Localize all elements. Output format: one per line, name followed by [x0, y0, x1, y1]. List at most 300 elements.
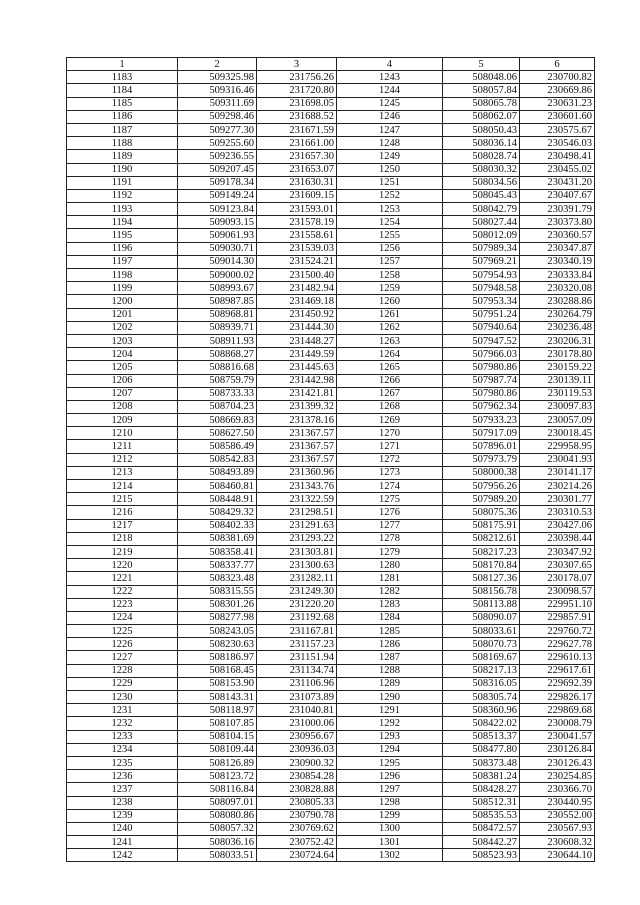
- table-row: [67, 611, 595, 624]
- table-row: [67, 255, 595, 268]
- y-coordinate-cell: 230320.08: [520, 282, 595, 295]
- y-coordinate-cell: 230141.17: [520, 466, 595, 479]
- point-number-cell: 1252: [337, 189, 443, 202]
- header-row: [67, 58, 595, 71]
- table-row: [67, 506, 595, 519]
- y-coordinate-cell: 230307.65: [520, 559, 595, 572]
- y-coordinate-cell: 230333.84: [520, 269, 595, 282]
- point-number-cell: 1229: [67, 677, 178, 690]
- point-number-cell: 1290: [337, 691, 443, 704]
- point-number-cell: 1284: [337, 611, 443, 624]
- point-number-cell: 1300: [337, 822, 443, 835]
- y-coordinate-cell: 229627.78: [520, 638, 595, 651]
- point-number-cell: 1285: [337, 625, 443, 638]
- x-coordinate-cell: 508057.32: [178, 822, 257, 835]
- x-coordinate-cell: 508080.86: [178, 809, 257, 822]
- x-coordinate-cell: 509014.30: [178, 255, 257, 268]
- y-coordinate-cell: 230700.82: [520, 71, 595, 84]
- x-coordinate-cell: 508212.61: [443, 532, 520, 545]
- x-coordinate-cell: 508373.48: [443, 756, 520, 769]
- point-number-cell: 1208: [67, 400, 178, 413]
- x-coordinate-cell: 508422.02: [443, 717, 520, 730]
- point-number-cell: 1223: [67, 598, 178, 611]
- point-number-cell: 1254: [337, 216, 443, 229]
- y-coordinate-cell: 231378.16: [257, 414, 337, 427]
- y-coordinate-cell: 230288.86: [520, 295, 595, 308]
- x-coordinate-cell: 508217.23: [443, 545, 520, 558]
- y-coordinate-cell: 229951.10: [520, 598, 595, 611]
- x-coordinate-cell: 508627.50: [178, 427, 257, 440]
- x-coordinate-cell: 508143.31: [178, 691, 257, 704]
- table-row: [67, 71, 595, 84]
- y-coordinate-cell: 230018.45: [520, 427, 595, 440]
- table-row: [67, 361, 595, 374]
- table-row: [67, 308, 595, 321]
- x-coordinate-cell: 508429.32: [178, 506, 257, 519]
- table-row: [67, 756, 595, 769]
- y-coordinate-cell: 231539.03: [257, 242, 337, 255]
- x-coordinate-cell: 508033.51: [178, 849, 257, 862]
- point-number-cell: 1235: [67, 756, 178, 769]
- y-coordinate-cell: 231756.26: [257, 71, 337, 84]
- point-number-cell: 1279: [337, 545, 443, 558]
- y-coordinate-cell: 230407.67: [520, 189, 595, 202]
- y-coordinate-cell: 230769.62: [257, 822, 337, 835]
- y-coordinate-cell: 230790.78: [257, 809, 337, 822]
- y-coordinate-cell: 229760.72: [520, 625, 595, 638]
- table-row: [67, 189, 595, 202]
- point-number-cell: 1202: [67, 321, 178, 334]
- x-coordinate-cell: 508109.44: [178, 743, 257, 756]
- table-row: [67, 295, 595, 308]
- point-number-cell: 1201: [67, 308, 178, 321]
- column-header: 6: [520, 58, 595, 71]
- y-coordinate-cell: 230936.03: [257, 743, 337, 756]
- table-row: [67, 480, 595, 493]
- point-number-cell: 1200: [67, 295, 178, 308]
- point-number-cell: 1262: [337, 321, 443, 334]
- point-number-cell: 1227: [67, 651, 178, 664]
- x-coordinate-cell: 509093.15: [178, 216, 257, 229]
- x-coordinate-cell: 508939.71: [178, 321, 257, 334]
- x-coordinate-cell: 508358.41: [178, 545, 257, 558]
- point-number-cell: 1234: [67, 743, 178, 756]
- point-number-cell: 1219: [67, 545, 178, 558]
- x-coordinate-cell: 508512.31: [443, 796, 520, 809]
- x-coordinate-cell: 508170.84: [443, 559, 520, 572]
- x-coordinate-cell: 508153.90: [178, 677, 257, 690]
- y-coordinate-cell: 230057.09: [520, 414, 595, 427]
- x-coordinate-cell: 509178.34: [178, 176, 257, 189]
- point-number-cell: 1244: [337, 84, 443, 97]
- x-coordinate-cell: 508113.88: [443, 598, 520, 611]
- x-coordinate-cell: 507951.24: [443, 308, 520, 321]
- table-row: [67, 453, 595, 466]
- y-coordinate-cell: 230546.03: [520, 137, 595, 150]
- point-number-cell: 1242: [67, 849, 178, 862]
- x-coordinate-cell: 508586.49: [178, 440, 257, 453]
- point-number-cell: 1192: [67, 189, 178, 202]
- y-coordinate-cell: 230264.79: [520, 308, 595, 321]
- y-coordinate-cell: 231040.81: [257, 704, 337, 717]
- table-row: [67, 348, 595, 361]
- point-number-cell: 1206: [67, 374, 178, 387]
- column-header: 3: [257, 58, 337, 71]
- y-coordinate-cell: 229869.68: [520, 704, 595, 717]
- x-coordinate-cell: 508472.57: [443, 822, 520, 835]
- x-coordinate-cell: 508535.53: [443, 809, 520, 822]
- x-coordinate-cell: 508381.69: [178, 532, 257, 545]
- y-coordinate-cell: 230644.10: [520, 849, 595, 862]
- x-coordinate-cell: 507989.34: [443, 242, 520, 255]
- point-number-cell: 1245: [337, 97, 443, 110]
- table-row: [67, 625, 595, 638]
- table-row: [67, 97, 595, 110]
- y-coordinate-cell: 230608.32: [520, 836, 595, 849]
- y-coordinate-cell: 230373.80: [520, 216, 595, 229]
- table-body: [67, 71, 595, 862]
- point-number-cell: 1191: [67, 176, 178, 189]
- x-coordinate-cell: 507896.01: [443, 440, 520, 453]
- y-coordinate-cell: 231657.30: [257, 150, 337, 163]
- point-number-cell: 1239: [67, 809, 178, 822]
- y-coordinate-cell: 230159.22: [520, 361, 595, 374]
- x-coordinate-cell: 508460.81: [178, 480, 257, 493]
- point-number-cell: 1299: [337, 809, 443, 822]
- point-number-cell: 1238: [67, 796, 178, 809]
- point-number-cell: 1218: [67, 532, 178, 545]
- point-number-cell: 1264: [337, 348, 443, 361]
- point-number-cell: 1205: [67, 361, 178, 374]
- point-number-cell: 1212: [67, 453, 178, 466]
- x-coordinate-cell: 508243.05: [178, 625, 257, 638]
- y-coordinate-cell: 229610.13: [520, 651, 595, 664]
- point-number-cell: 1231: [67, 704, 178, 717]
- point-number-cell: 1248: [337, 137, 443, 150]
- table-row: [67, 743, 595, 756]
- x-coordinate-cell: 508065.78: [443, 97, 520, 110]
- point-number-cell: 1222: [67, 585, 178, 598]
- x-coordinate-cell: 509325.98: [178, 71, 257, 84]
- x-coordinate-cell: 508156.78: [443, 585, 520, 598]
- point-number-cell: 1194: [67, 216, 178, 229]
- point-number-cell: 1220: [67, 559, 178, 572]
- point-number-cell: 1228: [67, 664, 178, 677]
- table-row: [67, 440, 595, 453]
- y-coordinate-cell: 231469.18: [257, 295, 337, 308]
- y-coordinate-cell: 230805.33: [257, 796, 337, 809]
- x-coordinate-cell: 508428.27: [443, 783, 520, 796]
- table-row: [67, 84, 595, 97]
- point-number-cell: 1269: [337, 414, 443, 427]
- point-number-cell: 1266: [337, 374, 443, 387]
- x-coordinate-cell: 508169.67: [443, 651, 520, 664]
- x-coordinate-cell: 508402.33: [178, 519, 257, 532]
- coordinates-table: [66, 57, 595, 862]
- point-number-cell: 1221: [67, 572, 178, 585]
- x-coordinate-cell: 508045.43: [443, 189, 520, 202]
- y-coordinate-cell: 230366.70: [520, 783, 595, 796]
- y-coordinate-cell: 231720.80: [257, 84, 337, 97]
- x-coordinate-cell: 508868.27: [178, 348, 257, 361]
- x-coordinate-cell: 508127.36: [443, 572, 520, 585]
- x-coordinate-cell: 509000.02: [178, 269, 257, 282]
- point-number-cell: 1297: [337, 783, 443, 796]
- y-coordinate-cell: 230347.92: [520, 545, 595, 558]
- table-row: [67, 269, 595, 282]
- column-header: 1: [67, 58, 178, 71]
- y-coordinate-cell: 230301.77: [520, 493, 595, 506]
- point-number-cell: 1190: [67, 163, 178, 176]
- point-number-cell: 1187: [67, 123, 178, 136]
- table-row: [67, 334, 595, 347]
- x-coordinate-cell: 507948.58: [443, 282, 520, 295]
- table-row: [67, 559, 595, 572]
- table-row: [67, 704, 595, 717]
- y-coordinate-cell: 231688.52: [257, 110, 337, 123]
- x-coordinate-cell: 508036.16: [178, 836, 257, 849]
- x-coordinate-cell: 508493.89: [178, 466, 257, 479]
- point-number-cell: 1267: [337, 387, 443, 400]
- y-coordinate-cell: 230214.26: [520, 480, 595, 493]
- point-number-cell: 1246: [337, 110, 443, 123]
- x-coordinate-cell: 508816.68: [178, 361, 257, 374]
- x-coordinate-cell: 507980.86: [443, 387, 520, 400]
- y-coordinate-cell: 231421.81: [257, 387, 337, 400]
- table-row: [67, 545, 595, 558]
- table-row: [67, 717, 595, 730]
- x-coordinate-cell: 508075.36: [443, 506, 520, 519]
- y-coordinate-cell: 230097.83: [520, 400, 595, 413]
- x-coordinate-cell: 508448.91: [178, 493, 257, 506]
- table-row: [67, 176, 595, 189]
- y-coordinate-cell: 231291.63: [257, 519, 337, 532]
- y-coordinate-cell: 230178.07: [520, 572, 595, 585]
- x-coordinate-cell: 508315.55: [178, 585, 257, 598]
- y-coordinate-cell: 231167.81: [257, 625, 337, 638]
- y-coordinate-cell: 231367.57: [257, 427, 337, 440]
- y-coordinate-cell: 231449.59: [257, 348, 337, 361]
- y-coordinate-cell: 230236.48: [520, 321, 595, 334]
- y-coordinate-cell: 229617.61: [520, 664, 595, 677]
- y-coordinate-cell: 231298.51: [257, 506, 337, 519]
- table-row: [67, 519, 595, 532]
- y-coordinate-cell: 231630.31: [257, 176, 337, 189]
- x-coordinate-cell: 507940.64: [443, 321, 520, 334]
- x-coordinate-cell: 508050.43: [443, 123, 520, 136]
- y-coordinate-cell: 229826.17: [520, 691, 595, 704]
- x-coordinate-cell: 508305.74: [443, 691, 520, 704]
- y-coordinate-cell: 230752.42: [257, 836, 337, 849]
- point-number-cell: 1280: [337, 559, 443, 572]
- point-number-cell: 1230: [67, 691, 178, 704]
- x-coordinate-cell: 507989.20: [443, 493, 520, 506]
- point-number-cell: 1185: [67, 97, 178, 110]
- y-coordinate-cell: 231671.59: [257, 123, 337, 136]
- point-number-cell: 1286: [337, 638, 443, 651]
- y-coordinate-cell: 230854.28: [257, 770, 337, 783]
- x-coordinate-cell: 508704.23: [178, 400, 257, 413]
- x-coordinate-cell: 509255.60: [178, 137, 257, 150]
- x-coordinate-cell: 508048.06: [443, 71, 520, 84]
- x-coordinate-cell: 508337.77: [178, 559, 257, 572]
- point-number-cell: 1253: [337, 203, 443, 216]
- point-number-cell: 1260: [337, 295, 443, 308]
- x-coordinate-cell: 508000.38: [443, 466, 520, 479]
- point-number-cell: 1255: [337, 229, 443, 242]
- y-coordinate-cell: 230041.57: [520, 730, 595, 743]
- y-coordinate-cell: 231661.00: [257, 137, 337, 150]
- point-number-cell: 1293: [337, 730, 443, 743]
- point-number-cell: 1270: [337, 427, 443, 440]
- table-row: [67, 532, 595, 545]
- x-coordinate-cell: 508118.97: [178, 704, 257, 717]
- y-coordinate-cell: 229692.39: [520, 677, 595, 690]
- column-header: 5: [443, 58, 520, 71]
- point-number-cell: 1276: [337, 506, 443, 519]
- y-coordinate-cell: 231578.19: [257, 216, 337, 229]
- y-coordinate-cell: 231293.22: [257, 532, 337, 545]
- point-number-cell: 1193: [67, 203, 178, 216]
- y-coordinate-cell: 229958.95: [520, 440, 595, 453]
- y-coordinate-cell: 230601.60: [520, 110, 595, 123]
- y-coordinate-cell: 231360.96: [257, 466, 337, 479]
- point-number-cell: 1210: [67, 427, 178, 440]
- x-coordinate-cell: 508042.79: [443, 203, 520, 216]
- y-coordinate-cell: 230098.57: [520, 585, 595, 598]
- x-coordinate-cell: 508116.84: [178, 783, 257, 796]
- x-coordinate-cell: 508513.37: [443, 730, 520, 743]
- y-coordinate-cell: 230498.41: [520, 150, 595, 163]
- column-header: 4: [337, 58, 443, 71]
- point-number-cell: 1236: [67, 770, 178, 783]
- y-coordinate-cell: 231303.81: [257, 545, 337, 558]
- point-number-cell: 1217: [67, 519, 178, 532]
- x-coordinate-cell: 509236.55: [178, 150, 257, 163]
- x-coordinate-cell: 508034.56: [443, 176, 520, 189]
- x-coordinate-cell: 508036.14: [443, 137, 520, 150]
- x-coordinate-cell: 508030.32: [443, 163, 520, 176]
- point-number-cell: 1249: [337, 150, 443, 163]
- y-coordinate-cell: 230340.19: [520, 255, 595, 268]
- point-number-cell: 1259: [337, 282, 443, 295]
- table-row: [67, 466, 595, 479]
- y-coordinate-cell: 230440.95: [520, 796, 595, 809]
- x-coordinate-cell: 508759.79: [178, 374, 257, 387]
- table-row: [67, 163, 595, 176]
- point-number-cell: 1241: [67, 836, 178, 849]
- y-coordinate-cell: 230427.06: [520, 519, 595, 532]
- point-number-cell: 1258: [337, 269, 443, 282]
- point-number-cell: 1224: [67, 611, 178, 624]
- y-coordinate-cell: 230310.53: [520, 506, 595, 519]
- x-coordinate-cell: 508062.07: [443, 110, 520, 123]
- x-coordinate-cell: 509311.69: [178, 97, 257, 110]
- x-coordinate-cell: 508968.81: [178, 308, 257, 321]
- table-row: [67, 282, 595, 295]
- x-coordinate-cell: 507980.86: [443, 361, 520, 374]
- y-coordinate-cell: 230900.32: [257, 756, 337, 769]
- y-coordinate-cell: 230254.85: [520, 770, 595, 783]
- point-number-cell: 1271: [337, 440, 443, 453]
- table-row: [67, 691, 595, 704]
- x-coordinate-cell: 508033.61: [443, 625, 520, 638]
- x-coordinate-cell: 507953.34: [443, 295, 520, 308]
- point-number-cell: 1247: [337, 123, 443, 136]
- point-number-cell: 1302: [337, 849, 443, 862]
- y-coordinate-cell: 231524.21: [257, 255, 337, 268]
- point-number-cell: 1209: [67, 414, 178, 427]
- y-coordinate-cell: 230041.93: [520, 453, 595, 466]
- y-coordinate-cell: 230119.53: [520, 387, 595, 400]
- x-coordinate-cell: 508987.85: [178, 295, 257, 308]
- y-coordinate-cell: 231442.98: [257, 374, 337, 387]
- x-coordinate-cell: 508277.98: [178, 611, 257, 624]
- table-row: [67, 150, 595, 163]
- table-row: [67, 796, 595, 809]
- point-number-cell: 1207: [67, 387, 178, 400]
- point-number-cell: 1195: [67, 229, 178, 242]
- point-number-cell: 1263: [337, 334, 443, 347]
- y-coordinate-cell: 231450.92: [257, 308, 337, 321]
- y-coordinate-cell: 230126.84: [520, 743, 595, 756]
- table-row: [67, 809, 595, 822]
- point-number-cell: 1278: [337, 532, 443, 545]
- x-coordinate-cell: 508070.73: [443, 638, 520, 651]
- point-number-cell: 1281: [337, 572, 443, 585]
- y-coordinate-cell: 230956.67: [257, 730, 337, 743]
- table-row: [67, 321, 595, 334]
- point-number-cell: 1216: [67, 506, 178, 519]
- table-row: [67, 638, 595, 651]
- x-coordinate-cell: 508733.33: [178, 387, 257, 400]
- x-coordinate-cell: 508217.13: [443, 664, 520, 677]
- point-number-cell: 1183: [67, 71, 178, 84]
- x-coordinate-cell: 508097.01: [178, 796, 257, 809]
- x-coordinate-cell: 508126.89: [178, 756, 257, 769]
- y-coordinate-cell: 231448.27: [257, 334, 337, 347]
- point-number-cell: 1240: [67, 822, 178, 835]
- point-number-cell: 1198: [67, 269, 178, 282]
- x-coordinate-cell: 509316.46: [178, 84, 257, 97]
- x-coordinate-cell: 508090.07: [443, 611, 520, 624]
- table-row: [67, 770, 595, 783]
- point-number-cell: 1274: [337, 480, 443, 493]
- x-coordinate-cell: 507966.03: [443, 348, 520, 361]
- table-row: [67, 849, 595, 862]
- y-coordinate-cell: 231300.63: [257, 559, 337, 572]
- table-row: [67, 216, 595, 229]
- y-coordinate-cell: 231399.32: [257, 400, 337, 413]
- table-row: [67, 493, 595, 506]
- y-coordinate-cell: 231500.40: [257, 269, 337, 282]
- x-coordinate-cell: 508523.93: [443, 849, 520, 862]
- point-number-cell: 1292: [337, 717, 443, 730]
- x-coordinate-cell: 508123.72: [178, 770, 257, 783]
- y-coordinate-cell: 231653.07: [257, 163, 337, 176]
- y-coordinate-cell: 231444.30: [257, 321, 337, 334]
- y-coordinate-cell: 230724.64: [257, 849, 337, 862]
- x-coordinate-cell: 509277.30: [178, 123, 257, 136]
- x-coordinate-cell: 507947.52: [443, 334, 520, 347]
- x-coordinate-cell: 507969.21: [443, 255, 520, 268]
- point-number-cell: 1298: [337, 796, 443, 809]
- x-coordinate-cell: 508028.74: [443, 150, 520, 163]
- y-coordinate-cell: 231558.61: [257, 229, 337, 242]
- x-coordinate-cell: 509030.71: [178, 242, 257, 255]
- point-number-cell: 1213: [67, 466, 178, 479]
- point-number-cell: 1215: [67, 493, 178, 506]
